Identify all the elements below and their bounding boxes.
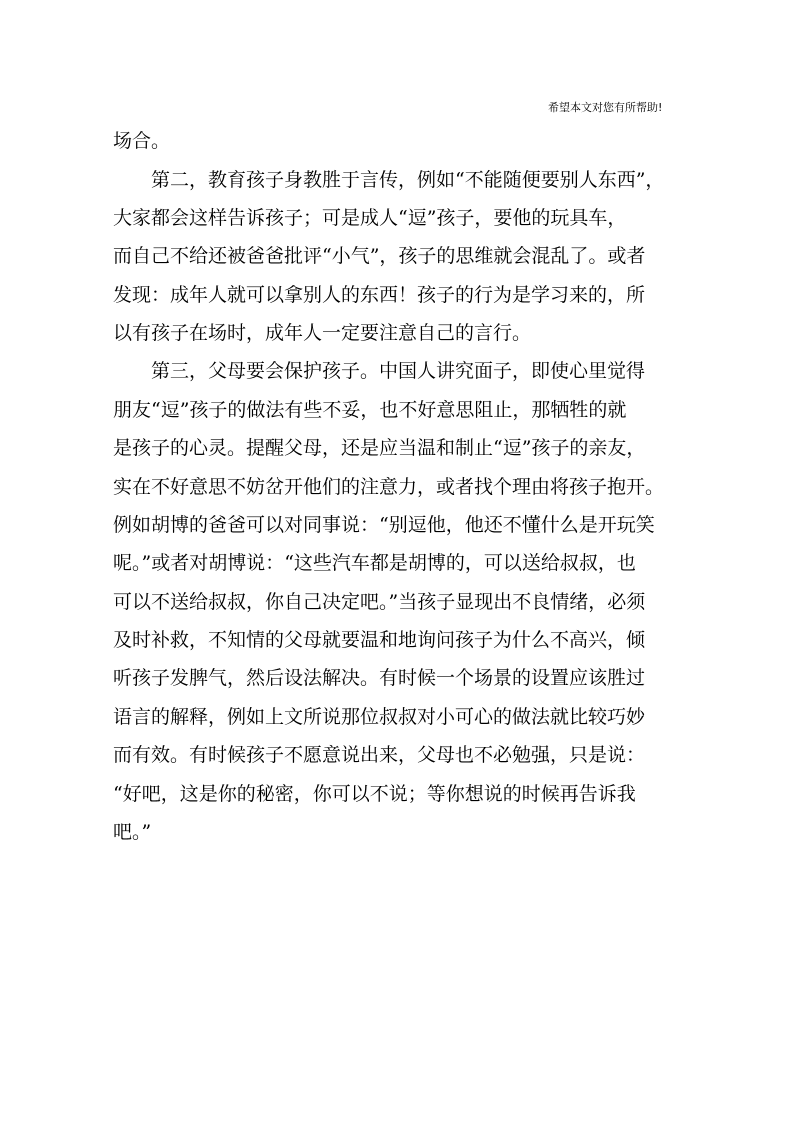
header-note: 希望本文对您有所帮助! xyxy=(548,101,663,114)
text-line: 可以不送给叔叔，你自己决定吧。”当孩子显现出不良情绪，必须 xyxy=(113,591,646,613)
text-line: 听孩子发脾气，然后设法解决。有时候一个场景的设置应该胜过 xyxy=(113,667,646,689)
text-line: 第三，父母要会保护孩子。中国人讲究面子，即使心里觉得 xyxy=(113,360,646,382)
text-line: 朋友“逗”孩子的做法有些不妥，也不好意思阻止，那牺牲的就 xyxy=(113,399,627,421)
text-line: 实在不好意思不妨岔开他们的注意力，或者找个理由将孩子抱开。 xyxy=(113,476,665,498)
text-line: 及时补救，不知情的父母就要温和地询问孩子为什么不高兴，倾 xyxy=(113,629,646,651)
text-line: 呢。”或者对胡博说：“这些汽车都是胡博的，可以送给叔叔，也 xyxy=(113,552,636,574)
text-line: 以有孩子在场时，成年人一定要注意自己的言行。 xyxy=(113,322,532,344)
text-line: 语言的解释，例如上文所说那位叔叔对小可心的做法就比较巧妙 xyxy=(113,706,646,728)
text-line: 而自己不给还被爸爸批评“小气”，孩子的思维就会混乱了。或者 xyxy=(113,245,646,267)
text-line: 例如胡博的爸爸可以对同事说：“别逗他，他还不懂什么是开玩笑 xyxy=(113,514,655,536)
text-line: 大家都会这样告诉孩子；可是成人“逗”孩子，要他的玩具车， xyxy=(113,207,627,229)
text-line: “好吧，这是你的秘密，你可以不说；等你想说的时候再告诉我 xyxy=(113,783,636,805)
text-line: 而有效。有时候孩子不愿意说出来，父母也不必勉强，只是说： xyxy=(113,744,646,766)
text-line: 场合。 xyxy=(113,130,171,152)
text-line: 是孩子的心灵。提醒父母，还是应当温和制止“逗”孩子的亲友， xyxy=(113,437,646,459)
text-line: 第二，教育孩子身教胜于言传，例如“不能随便要别人东西”， xyxy=(113,169,665,191)
text-line: 发现：成年人就可以拿别人的东西！孩子的行为是学习来的，所 xyxy=(113,284,646,306)
text-line: 吧。” xyxy=(113,821,152,843)
